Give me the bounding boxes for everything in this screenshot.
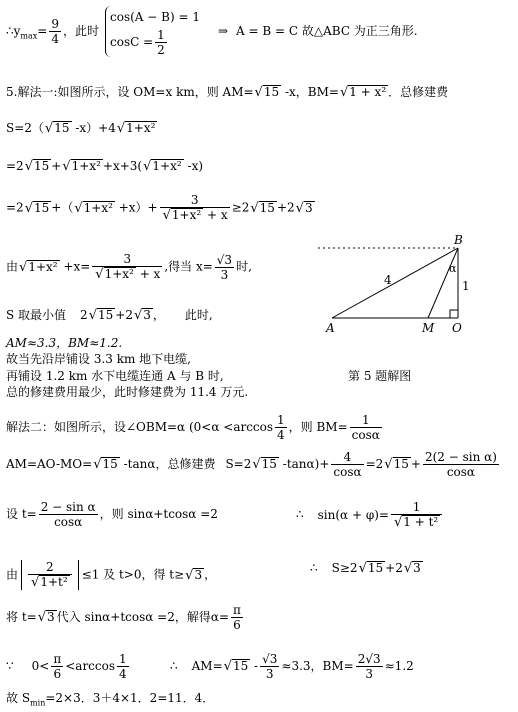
- eq-7: 故当先沿岸铺设 3.3 km 地下电缆,: [6, 352, 191, 366]
- label-a: A: [326, 321, 335, 335]
- method2-alpha: 将 t=√3 代入 sinα+tcosα =2，解得α= $\frac{\pi}{6}$: [6, 603, 241, 632]
- segment-ab: [332, 248, 458, 318]
- eq-s: S=2（√15 -x）+4√1+x²: [6, 121, 156, 136]
- method2-t: 设 t= $\frac{\text{2 − sin α}}{\cos\alpha}$ ，则 sinα+tcosα =2: [6, 500, 218, 529]
- label-alpha: α: [449, 262, 457, 275]
- figure-caption: 第 5 题解图: [348, 369, 412, 383]
- method2-values: ∴ AM=√15 - $\frac{√3}{3}$ ≈3.3，BM= $\frac{2√3}{3}$ ≈1.2: [170, 652, 414, 681]
- eq-8: 再铺设 1.2 km 水下电缆连通 A 与 B 时,: [6, 369, 224, 383]
- label-length-1: 1: [462, 279, 470, 293]
- label-length-4: 4: [384, 273, 392, 287]
- final-result: 故 $S_{min}=2\times 3$．3＋4×1．2=11．4．: [6, 691, 215, 708]
- method2-sin: ∴ sin(α + φ)= $\frac{1}{\text{√1 + t²}}$: [296, 500, 444, 530]
- eq-9: 总的修建费用最少，此时修建费为 11.4 万元.: [6, 385, 249, 399]
- method2-bound: 由 $\frac{2}{\text{√1+t²}}$ ≤1 及 t>0，得 t≥√3 ，: [6, 560, 217, 590]
- eq-2: =2√15 +√1+x² +x+3(√1+x² -x): [6, 159, 204, 174]
- equation-system: cos(A − B) = 1 cosC = $\frac{1}{2}$: [105, 6, 204, 57]
- label-m: M: [422, 321, 435, 335]
- method2-check: ∵ 0< $\frac{\pi}{6}$ <arccos $\frac{1}{4}$: [6, 652, 127, 681]
- right-angle-mark: [450, 310, 458, 318]
- segment-mb: [428, 248, 458, 318]
- eq-4: 由√1+x² +x= $\frac{3}{\text{√1+x² + x}}$ ,得当 x= $\frac{√3}{3}$ 时,: [6, 252, 252, 282]
- eq-3: =2√15 +（√1+x² +x）+ $\frac{3}{\text{√1+x² + x}}$ ≥2√15 +2√3: [6, 193, 313, 223]
- eq-6: AM≈3.3，BM≈1.2.: [6, 336, 123, 350]
- method2-smin: ∴ S≥2√15 +2√3: [310, 561, 421, 576]
- label-o: O: [452, 321, 462, 335]
- method2-intro: 解法二：如图所示，设∠OBM=α (0<α <arccos $\frac{1}{4}$ ，则 BM= $\frac{1}{\cos\alpha}$: [6, 413, 380, 442]
- eq-5: S 取最小值 2√15 +2√3 ， 此时,: [6, 308, 213, 323]
- line-ymax: $\therefore y_{max}=$ $\frac{9}{4}$ ，此时 cos(A − B) = 1 cosC = $\frac{1}{2}$ ⇒ A = B = C 故△ABC 为正三角形.: [6, 6, 418, 57]
- label-b: B: [454, 233, 463, 247]
- method2-cost: AM=AO-MO=√15 -tanα，总修建费 S=2√15 -tanα)+ $\frac{4}{\cos\alpha}$ =2√15 + $\frac{\text{2(2 − sin α)}}{\cos\alpha}$: [6, 450, 497, 479]
- method1-intro: 5.解法一:如图所示，设 OM=x km，则 AM=√15 -x，BM=√1 + x² ．总修建费: [6, 85, 449, 100]
- triangle-figure: [318, 232, 478, 342]
